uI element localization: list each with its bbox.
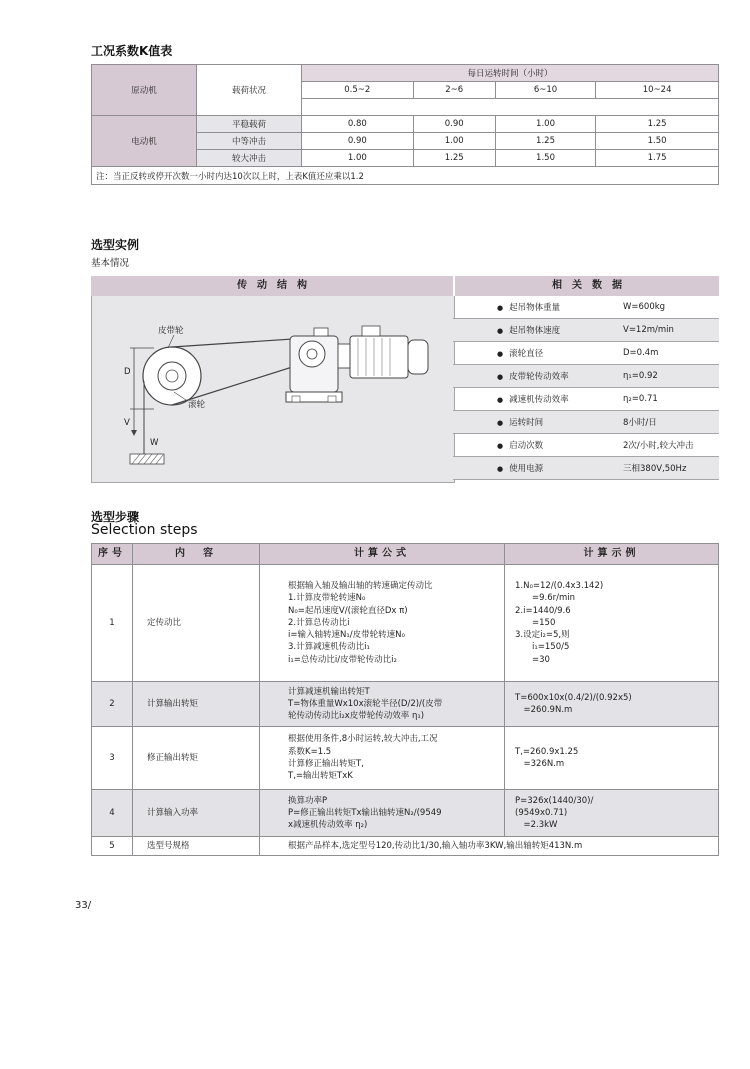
param-row: [453, 365, 719, 388]
step-example: [505, 790, 719, 837]
param-value: 2次/小时,较大冲击: [617, 434, 719, 457]
related-data-list: [453, 296, 719, 480]
k-value: 0.90: [302, 133, 414, 150]
text-line: 1.N₀=12/(0.4x3.142): [515, 580, 604, 591]
load-label: 平稳载荷: [197, 116, 302, 133]
param-value: η₂=0.71: [617, 388, 719, 411]
step-formula: [260, 565, 505, 682]
label-w: W: [150, 438, 159, 448]
param-value: W=600kg: [617, 296, 719, 319]
param-row: [453, 411, 719, 434]
header-prime-mover: 原动机: [92, 65, 197, 116]
hours-col-4: 10~24: [596, 82, 719, 99]
text-line: 3.设定i₂=5,则: [515, 630, 570, 641]
bullet-icon: ●: [497, 327, 504, 335]
table-row: [92, 790, 719, 837]
text-line: x减速机传动效率 η₂): [288, 820, 368, 831]
load-block: [130, 454, 164, 464]
text-line: 2.i=1440/9.6: [515, 605, 571, 616]
header-content: 内 容: [133, 544, 260, 565]
hours-col-1: 0.5~2: [302, 82, 414, 99]
step-formula: [260, 727, 505, 790]
bullet-icon: ●: [497, 350, 504, 358]
k-value: 1.25: [596, 116, 719, 133]
table-row: [92, 565, 719, 682]
text-line: =30: [515, 654, 550, 665]
param-value: η₁=0.92: [617, 365, 719, 388]
table-row: [92, 837, 719, 856]
label-d: D: [124, 367, 131, 377]
label-roller: 滚轮: [188, 400, 206, 410]
step-no: 3: [92, 727, 133, 790]
param-row: [453, 457, 719, 480]
step-formula: [260, 790, 505, 837]
param-name: 滚轮直径: [509, 349, 544, 359]
k-value: 0.80: [302, 116, 414, 133]
k-value: 1.00: [413, 133, 495, 150]
text-line: =260.9N.m: [515, 705, 573, 715]
selection-steps-table: [91, 543, 719, 856]
header-related-data: 相 关 数 据: [455, 276, 719, 296]
case-header: [91, 276, 719, 296]
param-row: [453, 342, 719, 365]
reducer: [286, 328, 342, 402]
text-line: 2.计算总传动比i: [288, 617, 350, 628]
header-example: 计算示例: [505, 544, 719, 565]
text-line: 计算减速机输出转矩T: [288, 686, 370, 697]
text-line: N₀=起吊速度V/(滚轮直径Dx π): [288, 605, 408, 616]
text-line: 系数K=1.5: [288, 746, 332, 757]
header-load-condition: 载荷状况: [197, 65, 302, 116]
step-example: [505, 682, 719, 727]
load-label: 中等冲击: [197, 133, 302, 150]
k-value: 1.00: [302, 150, 414, 167]
case-title: 选型实例: [91, 238, 140, 252]
text-line: 根据输入轴及输出轴的转速确定传动比: [288, 580, 433, 591]
belt: [172, 338, 308, 347]
text-line: i₁=150/5: [515, 642, 570, 653]
param-value: 三相380V,50Hz: [617, 457, 719, 480]
case-subtitle: 基本情况: [91, 258, 130, 269]
header-transmission-structure: 传 动 结 构: [91, 276, 453, 296]
text-line: =9.6r/min: [515, 593, 576, 604]
step-example: [505, 727, 719, 790]
step-no: 4: [92, 790, 133, 837]
text-line: 轮传动传动比i₂x皮带轮传动效率 η₁): [288, 711, 425, 722]
table-row: [92, 727, 719, 790]
prime-mover-motor: 电动机: [92, 116, 197, 167]
param-name: 起吊物体速度: [509, 326, 561, 336]
pulley: [143, 347, 201, 405]
text-line: =2.3kW: [515, 820, 558, 831]
hours-col-3: 6~10: [495, 82, 595, 99]
bullet-icon: ●: [497, 419, 504, 427]
step-no: 2: [92, 682, 133, 727]
diagram-drawing: [92, 296, 454, 482]
step-content: 修正输出转矩: [133, 727, 260, 790]
k-value: 1.50: [596, 133, 719, 150]
text-line: 换算功率P: [288, 795, 328, 806]
k-factor-table: [91, 64, 719, 185]
text-line: i=输入轴转速N₁/皮带轮转速N₀: [288, 630, 405, 641]
text-line: P=修正输出转矩Tx输出轴转速N₂/(9549: [288, 807, 442, 818]
step-content: 定传动比: [133, 565, 260, 682]
k-value: 1.75: [596, 150, 719, 167]
k-value: 0.90: [413, 116, 495, 133]
param-name: 使用电源: [509, 464, 544, 474]
text-line: 3.计算减速机传动比i₁: [288, 642, 370, 653]
param-value: D=0.4m: [617, 342, 719, 365]
header-daily-hours: 每日运转时间（小时）: [302, 65, 719, 82]
k-value: 1.25: [495, 133, 595, 150]
text-line: 计算修正输出转矩T,: [288, 759, 364, 769]
param-name: 减速机传动效率: [509, 395, 569, 405]
param-row: [453, 388, 719, 411]
blank-row: [302, 99, 719, 116]
param-name: 起吊物体重量: [509, 303, 561, 313]
table-row: [92, 116, 719, 133]
table-row: [92, 682, 719, 727]
param-row: [453, 296, 719, 319]
text-line: T,=260.9x1.25: [515, 746, 579, 757]
text-line: P=326x(1440/30)/: [515, 795, 594, 806]
transmission-diagram: [91, 296, 455, 483]
step-formula: [260, 682, 505, 727]
text-line: 1.计算皮带轮转速N₀: [288, 593, 366, 604]
load-label: 较大冲击: [197, 150, 302, 167]
param-row: [453, 319, 719, 342]
motor: [338, 326, 428, 378]
text-line: 根据使用条件,8小时运转,较大冲击,工况: [288, 734, 438, 745]
param-row: [453, 434, 719, 457]
text-line: T=600x10x(0.4/2)/(0.92x5): [515, 692, 632, 703]
step-formula-full: 根据产品样本,选定型号120,传动比1/30,输入轴功率3KW,输出轴转矩413N.m: [260, 837, 719, 856]
text-line: =150: [515, 617, 556, 628]
bullet-icon: ●: [497, 396, 504, 404]
bullet-icon: ●: [497, 465, 504, 473]
text-line: i₁=总传动比i/皮带轮传动比i₂: [288, 654, 397, 665]
step-example: [505, 565, 719, 682]
text-line: =326N.m: [515, 759, 565, 769]
param-name: 皮带轮传动效率: [509, 372, 569, 382]
k-value: 1.25: [413, 150, 495, 167]
label-pulley: 皮带轮: [158, 326, 184, 336]
header-no: 序号: [92, 544, 133, 565]
step-no: 5: [92, 837, 133, 856]
param-name: 启动次数: [509, 441, 544, 451]
step-content: 选型号规格: [133, 837, 260, 856]
text-line: T,=输出转矩TxK: [288, 771, 353, 782]
step-no: 1: [92, 565, 133, 682]
k-value: 1.50: [495, 150, 595, 167]
k-value: 1.00: [495, 116, 595, 133]
steps-title: 选型步骤: [91, 510, 140, 524]
bullet-icon: ●: [497, 373, 504, 381]
param-value: V=12m/min: [617, 319, 719, 342]
label-v: V: [124, 418, 130, 428]
param-value: 8小时/日: [617, 411, 719, 434]
text-line: (9549x0.71): [515, 807, 568, 818]
bullet-icon: ●: [497, 442, 504, 450]
step-content: 计算输出转矩: [133, 682, 260, 727]
bullet-icon: ●: [497, 304, 504, 312]
steps-title-en: Selection steps: [91, 522, 198, 538]
k-table-note: 注：当正反转或停开次数一小时内达10次以上时，上表K值还应乘以1.2: [92, 167, 719, 185]
header-formula: 计算公式: [260, 544, 505, 565]
hours-col-2: 2~6: [413, 82, 495, 99]
text-line: T=物体重量Wx10x滚轮半径(D/2)/(皮带: [288, 698, 443, 709]
k-table-title: 工况系数K值表: [91, 44, 173, 58]
param-name: 运转时间: [509, 418, 544, 428]
page-number: 33/: [75, 900, 92, 911]
step-content: 计算输入功率: [133, 790, 260, 837]
